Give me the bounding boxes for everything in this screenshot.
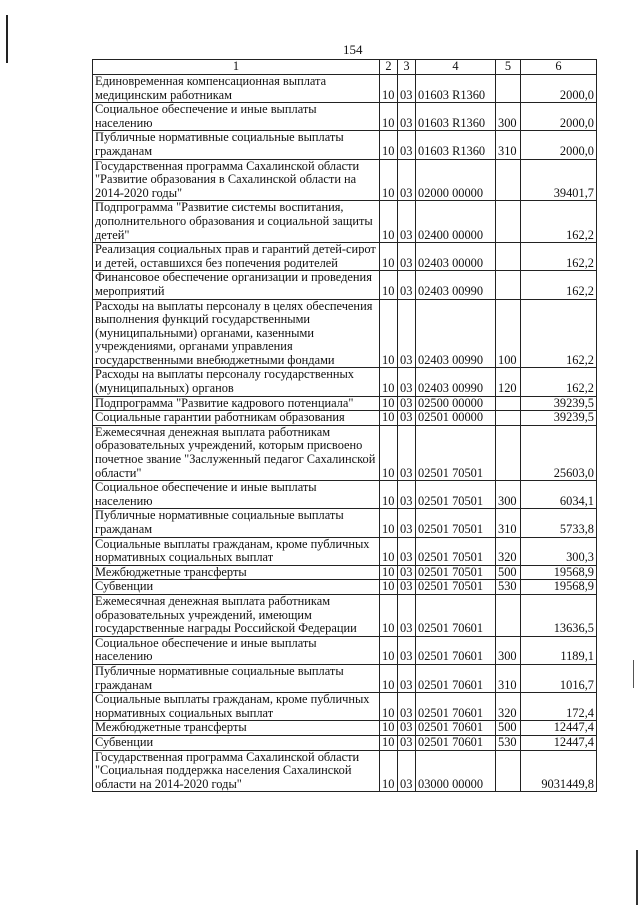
row-target-article: 01603 R1360 <box>416 75 496 103</box>
row-name: Социальное обеспечение и иные выплаты населению <box>93 103 380 131</box>
row-subsection: 03 <box>398 243 416 271</box>
row-target-article: 02501 70501 <box>416 580 496 595</box>
table-row <box>93 131 597 159</box>
row-subsection: 03 <box>398 271 416 299</box>
row-section: 10 <box>380 411 398 426</box>
row-expense-type: 500 <box>496 565 521 580</box>
row-name: Публичные нормативные социальные выплаты гражданам <box>93 509 380 537</box>
row-section: 10 <box>380 693 398 721</box>
row-name: Реализация социальных прав и гарантий детей-сирот и детей, оставшихся без попечения родителей <box>93 243 380 271</box>
row-subsection: 03 <box>398 299 416 368</box>
row-target-article: 02501 70601 <box>416 594 496 636</box>
row-subsection: 03 <box>398 693 416 721</box>
row-expense-type <box>496 411 521 426</box>
table-row <box>93 243 597 271</box>
row-section: 10 <box>380 131 398 159</box>
row-amount: 162,2 <box>521 243 597 271</box>
row-target-article: 02501 70601 <box>416 735 496 750</box>
table-body <box>93 75 597 792</box>
row-expense-type <box>496 271 521 299</box>
row-amount: 2000,0 <box>521 75 597 103</box>
row-subsection: 03 <box>398 580 416 595</box>
table-header-row <box>93 60 597 75</box>
row-subsection: 03 <box>398 159 416 201</box>
row-subsection: 03 <box>398 411 416 426</box>
row-subsection: 03 <box>398 594 416 636</box>
row-name: Публичные нормативные социальные выплаты гражданам <box>93 664 380 692</box>
table-row <box>93 636 597 664</box>
row-target-article: 02501 70501 <box>416 565 496 580</box>
row-subsection: 03 <box>398 425 416 480</box>
table-row <box>93 594 597 636</box>
row-expense-type: 120 <box>496 368 521 396</box>
row-section: 10 <box>380 396 398 411</box>
row-name: Расходы на выплаты персоналу государственных (муниципальных) органов <box>93 368 380 396</box>
row-target-article: 02501 70501 <box>416 509 496 537</box>
row-target-article: 02501 70501 <box>416 425 496 480</box>
row-expense-type: 310 <box>496 509 521 537</box>
row-amount: 162,2 <box>521 368 597 396</box>
row-target-article: 02501 70501 <box>416 537 496 565</box>
row-amount: 39401,7 <box>521 159 597 201</box>
row-name: Подпрограмма "Развитие системы воспитания, дополнительного образования и социальной защиты детей" <box>93 201 380 243</box>
row-target-article: 01603 R1360 <box>416 131 496 159</box>
row-expense-type: 310 <box>496 664 521 692</box>
col-header-target-article: 4 <box>416 60 496 75</box>
row-section: 10 <box>380 299 398 368</box>
row-target-article: 02501 70601 <box>416 664 496 692</box>
row-subsection: 03 <box>398 509 416 537</box>
row-expense-type: 300 <box>496 481 521 509</box>
row-amount: 300,3 <box>521 537 597 565</box>
row-target-article: 03000 00000 <box>416 750 496 792</box>
table-row <box>93 201 597 243</box>
row-subsection: 03 <box>398 735 416 750</box>
table-row <box>93 425 597 480</box>
table-row <box>93 368 597 396</box>
row-amount: 172,4 <box>521 693 597 721</box>
row-subsection: 03 <box>398 75 416 103</box>
row-expense-type <box>496 159 521 201</box>
table-row <box>93 721 597 736</box>
row-target-article: 02403 00990 <box>416 299 496 368</box>
row-section: 10 <box>380 201 398 243</box>
col-header-expense-type: 5 <box>496 60 521 75</box>
row-expense-type <box>496 594 521 636</box>
row-section: 10 <box>380 565 398 580</box>
right-margin-rule <box>636 850 638 905</box>
row-subsection: 03 <box>398 481 416 509</box>
row-expense-type <box>496 75 521 103</box>
row-section: 10 <box>380 664 398 692</box>
row-section: 10 <box>380 481 398 509</box>
row-name: Социальные выплаты гражданам, кроме публичных нормативных социальных выплат <box>93 693 380 721</box>
row-section: 10 <box>380 368 398 396</box>
row-amount: 19568,9 <box>521 565 597 580</box>
row-name: Социальные выплаты гражданам, кроме публичных нормативных социальных выплат <box>93 537 380 565</box>
row-subsection: 03 <box>398 103 416 131</box>
row-expense-type: 310 <box>496 131 521 159</box>
row-subsection: 03 <box>398 537 416 565</box>
row-name: Субвенции <box>93 735 380 750</box>
table-row <box>93 537 597 565</box>
col-header-section: 2 <box>380 60 398 75</box>
row-subsection: 03 <box>398 636 416 664</box>
table-row <box>93 693 597 721</box>
table-row <box>93 271 597 299</box>
table-row <box>93 509 597 537</box>
col-header-amount: 6 <box>521 60 597 75</box>
row-amount: 1016,7 <box>521 664 597 692</box>
row-name: Публичные нормативные социальные выплаты гражданам <box>93 131 380 159</box>
row-name: Социальное обеспечение и иные выплаты населению <box>93 636 380 664</box>
row-subsection: 03 <box>398 565 416 580</box>
row-expense-type: 300 <box>496 103 521 131</box>
row-expense-type: 530 <box>496 580 521 595</box>
row-target-article: 02501 70601 <box>416 636 496 664</box>
row-amount: 162,2 <box>521 271 597 299</box>
row-expense-type: 300 <box>496 636 521 664</box>
row-section: 10 <box>380 580 398 595</box>
col-header-name: 1 <box>93 60 380 75</box>
row-amount: 25603,0 <box>521 425 597 480</box>
table-row <box>93 735 597 750</box>
table-row <box>93 299 597 368</box>
table-row <box>93 159 597 201</box>
row-name: Межбюджетные трансферты <box>93 721 380 736</box>
row-section: 10 <box>380 735 398 750</box>
table-row <box>93 411 597 426</box>
row-amount: 6034,1 <box>521 481 597 509</box>
row-expense-type <box>496 396 521 411</box>
table-row <box>93 481 597 509</box>
row-target-article: 02501 70501 <box>416 481 496 509</box>
row-amount: 2000,0 <box>521 103 597 131</box>
row-section: 10 <box>380 750 398 792</box>
row-name: Социальные гарантии работникам образования <box>93 411 380 426</box>
row-expense-type <box>496 425 521 480</box>
row-section: 10 <box>380 594 398 636</box>
row-amount: 5733,8 <box>521 509 597 537</box>
row-amount: 162,2 <box>521 201 597 243</box>
row-target-article: 02000 00000 <box>416 159 496 201</box>
row-section: 10 <box>380 509 398 537</box>
table-row <box>93 580 597 595</box>
row-subsection: 03 <box>398 721 416 736</box>
page-number: 154 <box>343 42 363 57</box>
table-row <box>93 750 597 792</box>
row-name: Финансовое обеспечение организации и проведения мероприятий <box>93 271 380 299</box>
table-row <box>93 396 597 411</box>
row-section: 10 <box>380 721 398 736</box>
row-name: Расходы на выплаты персоналу в целях обеспечения выполнения функций государственными (муниципальными) органами, казенными учреждениями, органами управления государственными внебюджетными фондами <box>93 299 380 368</box>
row-expense-type: 320 <box>496 693 521 721</box>
row-expense-type: 500 <box>496 721 521 736</box>
row-amount: 9031449,8 <box>521 750 597 792</box>
row-target-article: 02501 70601 <box>416 693 496 721</box>
row-target-article: 02403 00990 <box>416 271 496 299</box>
row-section: 10 <box>380 103 398 131</box>
table-row <box>93 103 597 131</box>
row-target-article: 02403 00990 <box>416 368 496 396</box>
row-expense-type <box>496 243 521 271</box>
row-name: Подпрограмма "Развитие кадрового потенциала" <box>93 396 380 411</box>
row-amount: 1189,1 <box>521 636 597 664</box>
row-subsection: 03 <box>398 131 416 159</box>
row-amount: 12447,4 <box>521 735 597 750</box>
row-name: Единовременная компенсационная выплата медицинским работникам <box>93 75 380 103</box>
row-name: Государственная программа Сахалинской области "Социальная поддержка населения Сахалинской области на 2014-2020 годы" <box>93 750 380 792</box>
row-target-article: 01603 R1360 <box>416 103 496 131</box>
row-section: 10 <box>380 271 398 299</box>
table-row <box>93 565 597 580</box>
row-subsection: 03 <box>398 201 416 243</box>
row-amount: 12447,4 <box>521 721 597 736</box>
row-name: Ежемесячная денежная выплата работникам образовательных учреждений, которым присвоено почетное звание "Заслуженный педагог Сахалинской области" <box>93 425 380 480</box>
row-section: 10 <box>380 636 398 664</box>
row-expense-type <box>496 201 521 243</box>
row-amount: 13636,5 <box>521 594 597 636</box>
row-section: 10 <box>380 537 398 565</box>
row-subsection: 03 <box>398 368 416 396</box>
col-header-subsection: 3 <box>398 60 416 75</box>
row-section: 10 <box>380 425 398 480</box>
row-target-article: 02501 00000 <box>416 411 496 426</box>
row-expense-type: 320 <box>496 537 521 565</box>
row-target-article: 02501 70601 <box>416 721 496 736</box>
row-section: 10 <box>380 159 398 201</box>
table-row <box>93 75 597 103</box>
row-expense-type: 530 <box>496 735 521 750</box>
row-amount: 2000,0 <box>521 131 597 159</box>
left-margin-rule <box>6 15 8 63</box>
table-row <box>93 664 597 692</box>
row-name: Ежемесячная денежная выплата работникам образовательных учреждений, имеющим государственные награды Российской Федерации <box>93 594 380 636</box>
row-amount: 39239,5 <box>521 396 597 411</box>
right-margin-mark <box>633 660 634 688</box>
row-section: 10 <box>380 243 398 271</box>
row-expense-type <box>496 750 521 792</box>
row-section: 10 <box>380 75 398 103</box>
row-target-article: 02500 00000 <box>416 396 496 411</box>
row-name: Субвенции <box>93 580 380 595</box>
row-target-article: 02400 00000 <box>416 201 496 243</box>
row-subsection: 03 <box>398 664 416 692</box>
row-name: Государственная программа Сахалинской области "Развитие образования в Сахалинской области на 2014-2020 годы" <box>93 159 380 201</box>
row-subsection: 03 <box>398 750 416 792</box>
row-target-article: 02403 00000 <box>416 243 496 271</box>
row-amount: 39239,5 <box>521 411 597 426</box>
row-name: Социальное обеспечение и иные выплаты населению <box>93 481 380 509</box>
row-amount: 19568,9 <box>521 580 597 595</box>
budget-table <box>92 59 597 792</box>
row-amount: 162,2 <box>521 299 597 368</box>
row-expense-type: 100 <box>496 299 521 368</box>
row-subsection: 03 <box>398 396 416 411</box>
row-name: Межбюджетные трансферты <box>93 565 380 580</box>
